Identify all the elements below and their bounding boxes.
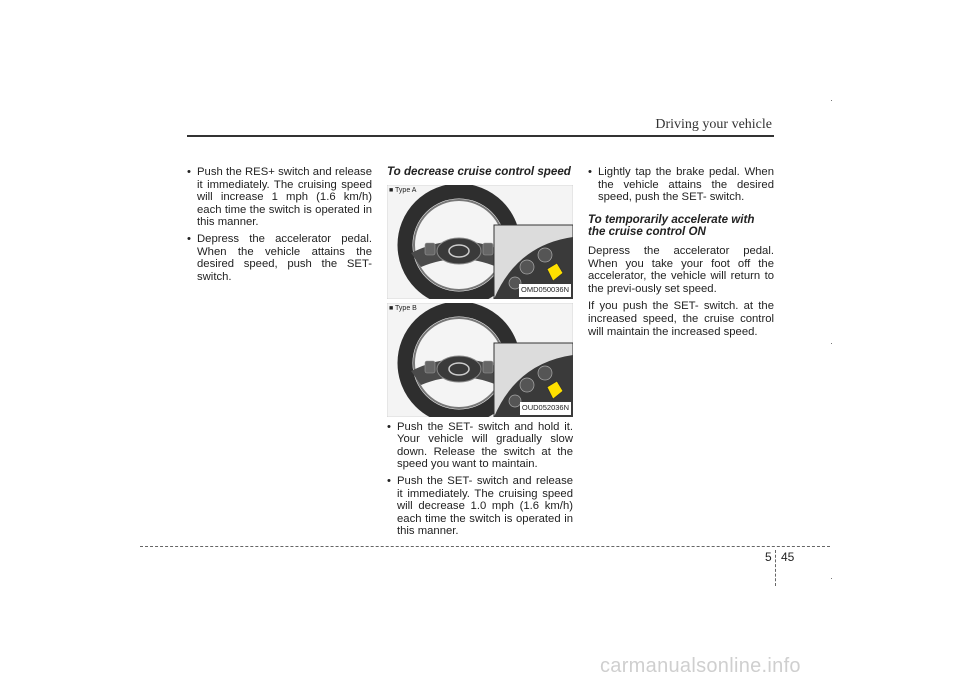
figure-code: OUD052036N [520, 402, 571, 415]
section-heading: To decrease cruise control speed [387, 165, 571, 178]
bullet-list [187, 166, 372, 283]
list-item: • Push the SET- switch and hold it. Your vehicle will gradually slow down. Release the switch at the speed you want to maintain. [387, 421, 573, 471]
crop-mark [831, 100, 832, 101]
steering-wheel-figure-type-a [387, 185, 573, 299]
column-1 [187, 166, 372, 287]
running-header: Driving your vehicle [655, 117, 772, 132]
list-item: • Depress the accelerator pedal. When the vehicle attains the desired speed, push the SET- switch. [187, 233, 372, 283]
header-rule [187, 135, 774, 137]
figure-label: ■ Type A [389, 186, 417, 194]
figure-label: ■ Type B [389, 304, 417, 312]
steering-wheel-illustration [387, 303, 573, 417]
paragraph: If you push the SET- switch. at the increased speed, the cruise control will maintain the increased speed. [588, 300, 774, 338]
page-number-divider [775, 550, 777, 586]
list-item: • Push the SET- switch and release it immediately. The cruising speed will decrease 1.0 mph (1.6 km/h) each time the switch is operated in this manner. [387, 475, 573, 538]
column-3 [588, 166, 774, 343]
steering-wheel-illustration [387, 185, 573, 299]
crop-mark [831, 578, 832, 579]
bullet-list [588, 166, 774, 204]
watermark: carmanualsonline.info [600, 655, 801, 677]
column-2 [387, 166, 573, 542]
crop-mark [831, 343, 832, 344]
bullet-list [387, 421, 573, 538]
list-item: • Lightly tap the brake pedal. When the vehicle attains the desired speed, push the SET- switch. [588, 166, 774, 204]
page-number: 45 [781, 550, 795, 564]
steering-wheel-figure-type-b [387, 303, 573, 417]
paragraph: Depress the accelerator pedal. When you take your foot off the accelerator, the vehicle will return to the previ-ously set speed. [588, 244, 774, 295]
footer-rule [140, 546, 830, 547]
chapter-number: 5 [765, 550, 772, 564]
list-item: • Push the RES+ switch and release it immediately. The cruising speed will increase 1 mph (1.6 km/h) each time the switch is operated in this manner. [187, 166, 372, 229]
section-heading: To temporarily accelerate with the cruise control ON [588, 212, 755, 239]
figure-code: OMD050036N [519, 284, 571, 297]
